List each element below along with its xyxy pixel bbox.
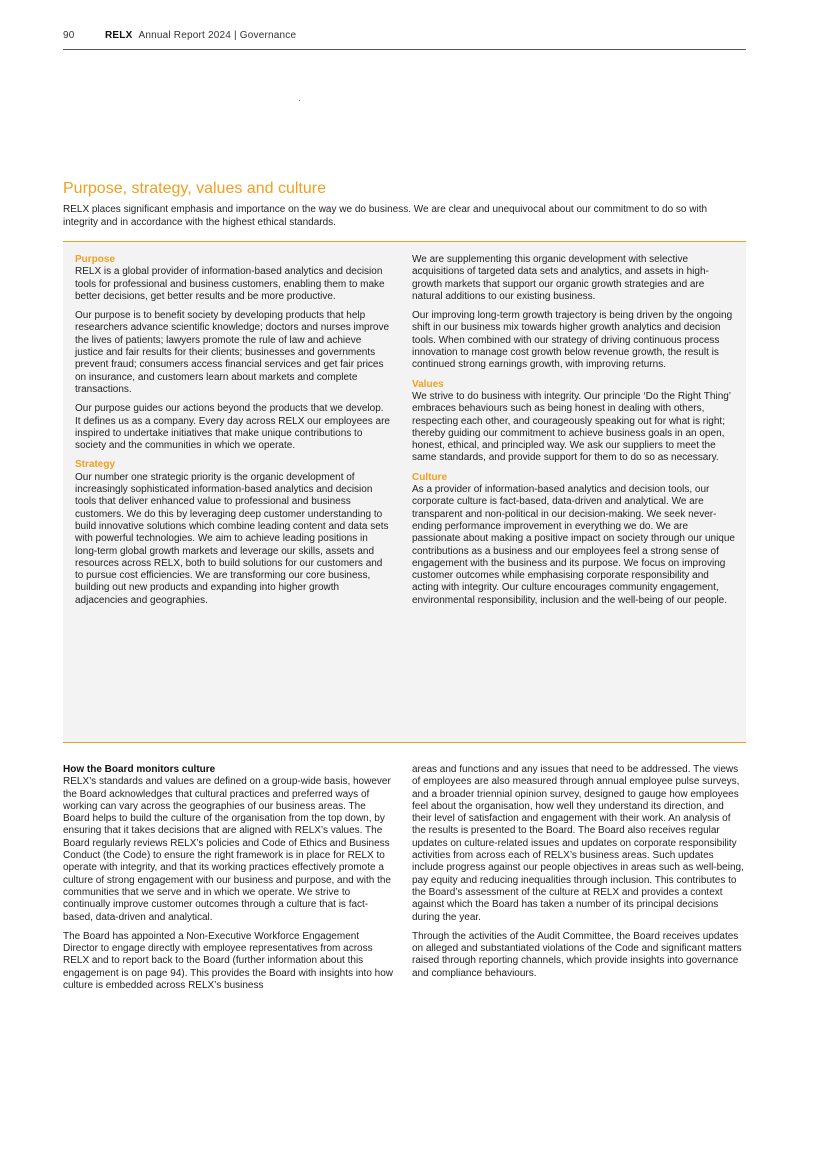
panel-left-column xyxy=(75,254,390,614)
report-title: Annual Report 2024 | Governance xyxy=(138,30,297,41)
board-heading: How the Board monitors culture xyxy=(63,764,216,775)
strategy-paragraph-3: Our improving long-term growth trajectory is being driven by the ongoing shift in our business mix towards higher growth analytics and decision tools. When combined with our strategy of driving continuous process innovation to manage cost growth below revenue growth, the result is continued strong earnings growth, with improving returns. xyxy=(412,310,733,371)
board-left-column xyxy=(63,764,393,999)
section-title: Purpose, strategy, values and culture xyxy=(63,180,326,197)
culture-paragraph: As a provider of information-based analytics and decision tools, our corporate culture is fact-based, data-driven and analytical. We are transparent and non-political in our decision-making. We seek never-ending performance improvement in everything we do. We are passionate about making a positive impact on society through our unique contributions as a business and our employees feel a strong sense of engagement with the business and its purpose. We focus on improving customer outcomes while emphasising corporate responsibility and acting with integrity. Our culture encourages community engagement, environmental responsibility, inclusion and the well-being of our people. xyxy=(412,484,735,606)
purpose-paragraph-3: Our purpose guides our actions beyond the products that we develop. It defines us as a company. Every day across RELX our employees are inspired to undertake initiatives that make unique contributions to society and the communities in which we operate. xyxy=(75,403,390,452)
strategy-paragraph-1: Our number one strategic priority is the organic development of increasingly sophisticated information-based analytics and decision tools that deliver enhanced value to professional and business customers. We do this by leveraging deep customer understanding to build innovative solutions which combine leading content and data sets with powerful technologies. We aim to achieve leading positions in long-term global growth markets and leverage our skills, assets and resources across RELX, both to build solutions for our customers and to pursue cost efficiencies. We are transforming our core business, building out new products and expanding into higher growth adjacencies and geographies. xyxy=(75,471,389,606)
board-paragraph-1: RELX’s standards and values are defined on a group-wide basis, however the Board acknowledges that cultural practices and preferred ways of working can vary across the geographies of our business areas. The Board helps to build the culture of the organisation from the top down, by ensuring that it takes decisions that are aligned with RELX’s values. The Board regularly reviews RELX’s policies and Code of Ethics and Business Conduct (the Code) to ensure the right framework is in place for RELX to operate with integrity, and that its working practices effectively promote a culture of strong engagement with our business and purpose, and with the communities that we serve and in which we operate. We strive to continually improve customer outcomes through a culture that is fact-based, data-driven and analytical. xyxy=(63,776,391,923)
values-heading: Values xyxy=(412,378,444,390)
values-paragraph: We strive to do business with integrity. Our principle ‘Do the Right Thing’ embraces behaviours such as being honest in dealing with others, respecting each other, and courageously speaking out for what is right; thereby guiding our commitment to achieve business goals in an open, honest, ethical, and principled way. We ask our suppliers to meet the same standards, and provide support for them to do so as necessary. xyxy=(412,390,731,464)
purpose-panel xyxy=(63,241,746,743)
board-paragraph-2: The Board has appointed a Non-Executive Workforce Engagement Director to engage directly with employee representatives from across RELX and to report back to the Board (further information about this engagement is on page 94). This provides the Board with insights into how culture is embedded across RELX’s business xyxy=(63,930,394,992)
panel-right-column xyxy=(412,254,736,614)
page-header xyxy=(63,30,746,50)
board-paragraph-4: Through the activities of the Audit Committee, the Board receives updates on alleged and substantiated violations of the Code and significant matters raised through reporting channels, which provide insights into governance and compliance behaviours. xyxy=(412,930,742,979)
decorative-dot xyxy=(299,100,300,101)
purpose-paragraph-1: RELX is a global provider of information-based analytics and decision tools for professional and business customers, enabling them to make better decisions, get better results and be more productive. xyxy=(75,266,385,302)
culture-heading: Culture xyxy=(412,471,447,483)
brand-name: RELX xyxy=(105,30,133,41)
strategy-heading: Strategy xyxy=(75,459,116,471)
board-paragraph-3: areas and functions and any issues that need to be addressed. The views of employees are also measured through annual employee pulse surveys, and a broader triennial opinion survey, designed to gauge how employees feel about the organisation, how well they understand its direction, and their level of satisfaction and engagement with their work. An analysis of the results is presented to the Board. The Board also receives regular updates on culture-related issues and updates on corporate responsibility activities from across each of RELX’s business areas. Such updates include progress against our people objectives in areas such as well-being, pay equity and reducing inequalities through inclusion. This contributes to the Board’s assessment of the culture at RELX and provides a context against which the Board has taken a number of its principal decisions during the year. xyxy=(412,764,744,923)
board-right-column xyxy=(412,764,746,987)
purpose-heading: Purpose xyxy=(75,254,116,265)
page-number: 90 xyxy=(63,30,75,41)
section-intro: RELX places significant emphasis and importance on the way we do business. We are clear and unequivocal about our commitment to do so with integrity and in accordance with the highest ethical standards. xyxy=(63,204,708,228)
purpose-paragraph-2: Our purpose is to benefit society by developing products that help researchers advance scientific knowledge; doctors and nurses improve the lives of patients; lawyers promote the rule of law and achieve justice and fair results for their clients; businesses and governments prevent fraud; consumers access financial services and get fair prices on insurance, and customers learn about markets and complete transactions. xyxy=(75,310,390,395)
strategy-paragraph-2: We are supplementing this organic development with selective acquisitions of targeted data sets and analytics, and assets in high-growth markets that support our organic growth strategies and are natural additions to our existing business. xyxy=(412,254,709,302)
